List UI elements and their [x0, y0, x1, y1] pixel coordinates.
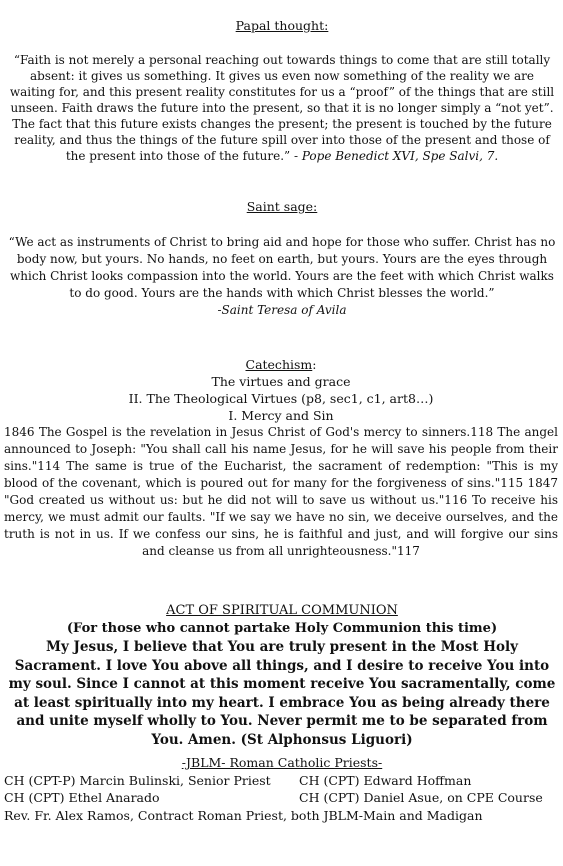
- catechism-part-heading: The virtues and grace: [211, 374, 351, 389]
- papal-thought-section: [8, 18, 556, 164]
- saint-quote: [8, 234, 556, 319]
- saint-sage-section: [8, 199, 556, 319]
- priest-name: CH (CPT) Daniel Asue, on CPE Course: [299, 790, 543, 805]
- catechism-title-colon: :: [312, 357, 317, 372]
- priest-row: [4, 789, 560, 807]
- priest-row: [4, 807, 560, 825]
- catechism-text: 1846 The Gospel is the revelation in Jesus Christ of God's mercy to sinners.118 The angel announced to Joseph: "You shall call his name Jesus, for he will save his people from their sins."114 The same is true of the Eucharist, the sacrament of redemption: "This is my blood of the covenant, which is poured out for many for the forgiveness of sins."115 1847 "God created us without us: but he did not will to save us without us."116 To receive his mercy, we must admit our faults. "If we say we have no sin, we deceive ourselves, and the truth is not in us. If we confess our sins, he is faithful and just, and will forgive our sins and cleanse us from all unrighteousness."117: [4, 425, 558, 558]
- saint-sage-title: Saint sage:: [246, 199, 318, 214]
- papal-quote-text: “Faith is not merely a personal reaching out towards things to come that are still totally absent: it gives us something. It gives us even now something of the reality we are waiting for, and this present reality constitutes for us a “proof” of the things that are still unseen. Faith draws the future into the present, so that it is no longer simply a “not yet”. The fact that this future exists changes the present; the present is touched by the future reality, and thus the things of the future spill over into those of the present and those of the present into those of the future.”: [9, 53, 555, 163]
- priest-name: Rev. Fr. Alex Ramos, Contract Roman Priest, both JBLM-Main and Madigan: [4, 807, 483, 823]
- catechism-section: [4, 356, 558, 560]
- priests-title: -JBLM- Roman Catholic Priests-: [181, 755, 383, 770]
- catechism-chapter-heading: II. The Theological Virtues (p8, sec1, c1, art8…): [128, 391, 434, 406]
- priest-row: [4, 772, 560, 790]
- priest-name: CH (CPT) Edward Hoffman: [299, 772, 472, 788]
- spiritual-communion-subtitle: (For those who cannot partake Holy Communion this time): [66, 621, 498, 636]
- spiritual-communion-section: [4, 602, 560, 749]
- priest-name: CH (CPT) Ethel Anarado: [4, 790, 160, 805]
- saint-attribution: -Saint Teresa of Avila: [217, 303, 347, 317]
- spiritual-communion-prayer: My Jesus, I believe that You are truly present in the Most Holy Sacrament. I love You above all things, and I desire to receive You into my soul. Since I cannot at this moment receive You sacramentally, come at least spiritually into my heart. I embrace You as being already there and unite myself wholly to You. Never permit me to be separated from You. Amen. (St Alphonsus Liguori): [8, 639, 556, 748]
- priests-section: [4, 754, 560, 824]
- catechism-title: Catechism: [245, 357, 313, 372]
- saint-quote-text: “We act as instruments of Christ to bring aid and hope for those who suffer. Christ has no body now, but yours. No hands, no feet on earth, but yours. Yours are the eyes through which Christ looks compassion into the world. Yours are the feet with which Christ walks to do good. Yours are the hands with which Christ blesses the world.”: [8, 235, 556, 300]
- catechism-article-heading: I. Mercy and Sin: [228, 408, 334, 423]
- priest-name: CH (CPT-P) Marcin Bulinski, Senior Priest: [4, 772, 271, 788]
- papal-thought-title: Papal thought:: [235, 18, 329, 33]
- papal-attribution: - Pope Benedict XVI, Spe Salvi, 7.: [290, 149, 499, 163]
- papal-quote: [8, 52, 556, 164]
- spiritual-communion-title: ACT OF SPIRITUAL COMMUNION: [166, 603, 398, 618]
